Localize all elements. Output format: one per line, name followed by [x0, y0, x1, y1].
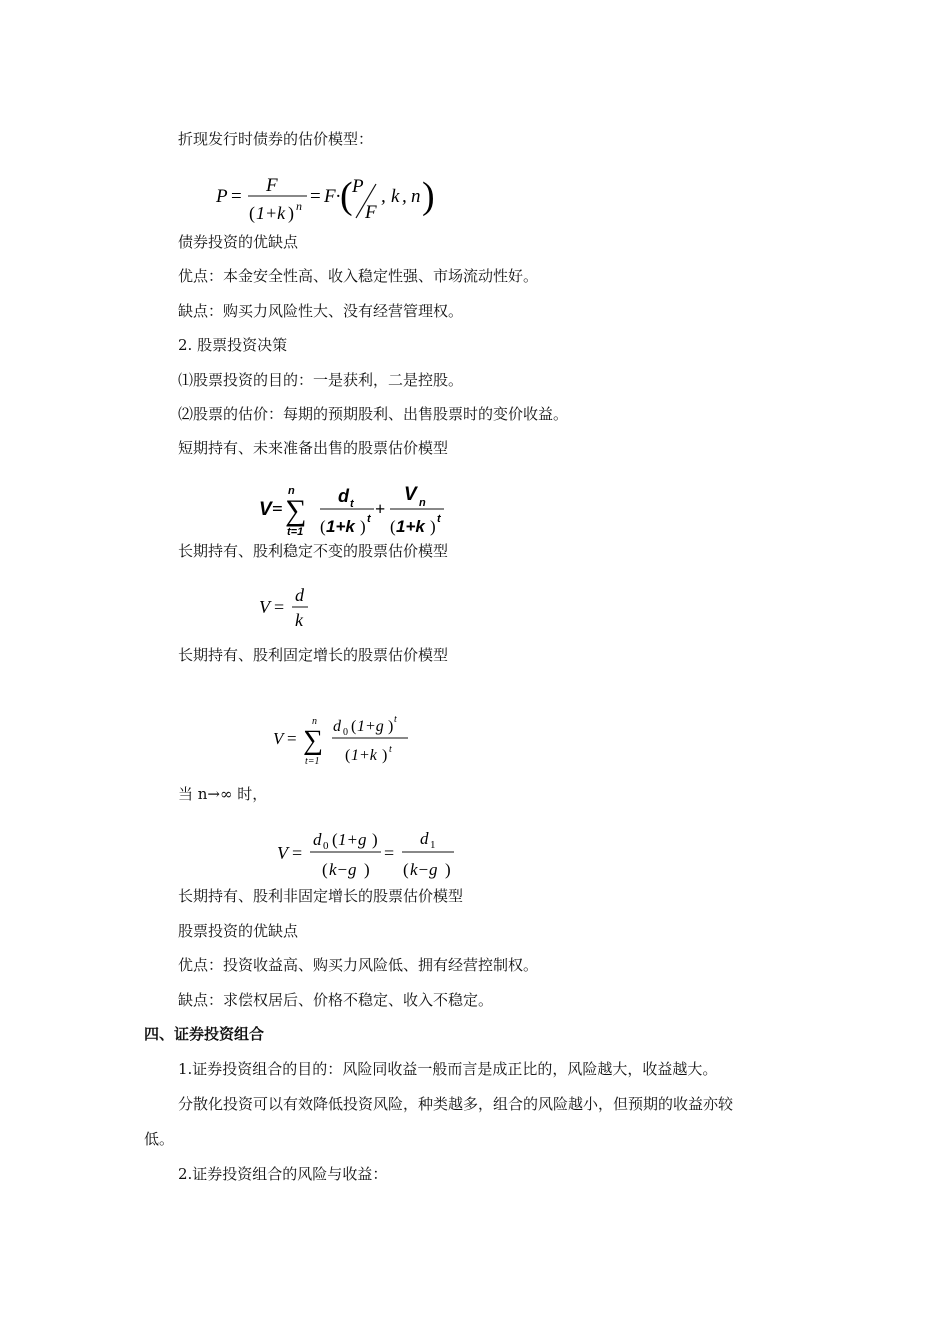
svg-text:k: k: [295, 610, 303, 630]
svg-text:d: d: [313, 830, 322, 849]
svg-text:n: n: [411, 186, 421, 207]
section-heading-portfolio: 四、证券投资组合: [144, 1025, 265, 1043]
svg-text:1+k: 1+k: [351, 747, 377, 764]
text-nonconstant-growth-model: 长期持有、股利非固定增长的股票估价模型: [178, 887, 464, 905]
svg-text:,: ,: [402, 186, 407, 207]
svg-text:): ): [360, 517, 366, 536]
svg-text:t=1: t=1: [305, 756, 320, 767]
svg-text:): ): [372, 830, 378, 849]
text-short-term-model: 短期持有、未来准备出售的股票估价模型: [178, 439, 449, 457]
text-portfolio-risk-return: 2.证券投资组合的风险与收益：: [178, 1165, 388, 1183]
text-stock-cons: 缺点：求偿权居后、价格不稳定、收入不稳定。: [178, 991, 494, 1009]
svg-text:t: t: [394, 714, 397, 725]
svg-text:1+k: 1+k: [256, 203, 286, 223]
svg-text:0: 0: [343, 727, 348, 738]
formula-constant-growth-sum: [272, 712, 422, 770]
svg-text:t: t: [350, 498, 354, 510]
svg-text:d: d: [295, 585, 304, 605]
svg-text:n: n: [312, 716, 317, 727]
formula-bond-price: [214, 172, 444, 228]
svg-text:=: =: [272, 499, 283, 520]
svg-text:1: 1: [430, 839, 436, 851]
text-stock-pros: 优点：投资收益高、购买力风险低、拥有经营控制权。: [178, 956, 539, 974]
svg-text:): ): [422, 175, 435, 217]
svg-text:=: =: [274, 597, 285, 617]
svg-text:): ): [430, 517, 436, 536]
svg-text:1+g: 1+g: [357, 718, 384, 735]
svg-text:∑: ∑: [285, 494, 307, 527]
svg-text:n: n: [419, 497, 426, 509]
svg-text:): ): [288, 203, 294, 223]
svg-text:0: 0: [323, 840, 329, 852]
svg-text:(: (: [390, 517, 396, 536]
svg-text:V: V: [404, 484, 417, 505]
svg-text:): ): [388, 718, 394, 735]
svg-text:d: d: [338, 486, 349, 506]
svg-text:(: (: [351, 718, 357, 735]
svg-text:n: n: [296, 199, 302, 213]
text-portfolio-purpose: 1.证券投资组合的目的：风险同收益一般而言是成正比的，风险越大，收益越大。: [178, 1060, 718, 1078]
svg-text:d: d: [420, 829, 429, 848]
formula-gordon-growth: [276, 824, 466, 882]
text-stock-decision: 2. 股票投资决策: [178, 336, 288, 354]
svg-text:=: =: [231, 186, 242, 207]
svg-text:V: V: [259, 499, 272, 520]
svg-text:(: (: [249, 203, 255, 223]
text-bond-pros-cons: 债券投资的优缺点: [178, 233, 299, 251]
svg-text:,: ,: [381, 186, 386, 207]
text-stock-valuation: ⑵股票的估价：每期的预期股利、出售股票时的变价收益。: [178, 405, 569, 423]
svg-text:P: P: [216, 186, 228, 207]
svg-text:(: (: [403, 860, 409, 879]
svg-text:n: n: [288, 485, 295, 497]
text-stable-dividend-model: 长期持有、股利稳定不变的股票估价模型: [178, 542, 449, 560]
formula-stable-dividend: [258, 584, 318, 634]
svg-text:F: F: [365, 202, 377, 223]
svg-text:=: =: [287, 729, 297, 748]
svg-text:k: k: [391, 186, 400, 207]
text-bond-pros: 优点：本金安全性高、收入稳定性强、市场流动性好。: [178, 267, 539, 285]
svg-text:V: V: [277, 843, 288, 863]
svg-text:): ): [382, 747, 388, 764]
svg-text:V: V: [259, 597, 270, 617]
text-constant-growth-model: 长期持有、股利固定增长的股票估价模型: [178, 646, 449, 664]
svg-text:): ): [364, 860, 370, 879]
svg-text:=: =: [292, 843, 303, 863]
svg-text:1+g: 1+g: [338, 830, 367, 849]
svg-text:(: (: [345, 747, 351, 764]
svg-text:=: =: [384, 843, 395, 863]
svg-text:1+k: 1+k: [396, 517, 425, 536]
svg-text:(: (: [320, 517, 326, 536]
svg-text:k−g: k−g: [410, 860, 438, 879]
text-stock-purpose: ⑴股票投资的目的：一是获利，二是控股。: [178, 371, 464, 389]
svg-text:(: (: [340, 175, 353, 217]
svg-text:=: =: [310, 186, 321, 207]
text-bond-cons: 缺点：购买力风险性大、没有经营管理权。: [178, 302, 464, 320]
text-when-n-infinity: 当 n→∞ 时，: [178, 785, 268, 803]
text-bond-model-title: 折现发行时债券的估价模型：: [178, 130, 374, 148]
svg-text:d: d: [333, 718, 341, 735]
svg-text:(: (: [332, 830, 338, 849]
text-diversification-cont: 低。: [144, 1130, 175, 1148]
svg-text:V: V: [273, 729, 284, 748]
svg-text:k−g: k−g: [329, 860, 357, 879]
text-stock-pros-cons: 股票投资的优缺点: [178, 922, 299, 940]
svg-text:t: t: [389, 744, 392, 755]
svg-text:∑: ∑: [303, 725, 323, 756]
svg-text:t=1: t=1: [287, 526, 304, 538]
svg-text:F·: F·: [324, 186, 341, 207]
svg-text:): ): [445, 860, 451, 879]
text-diversification: 分散化投资可以有效降低投资风险，种类越多，组合的风险越小，但预期的收益亦较: [178, 1095, 734, 1113]
svg-text:(: (: [322, 860, 328, 879]
svg-text:1+k: 1+k: [326, 517, 355, 536]
svg-text:t: t: [437, 513, 441, 525]
formula-short-term-stock: [258, 480, 458, 540]
svg-text:+: +: [375, 499, 386, 519]
svg-text:t: t: [367, 513, 371, 525]
svg-text:F: F: [266, 175, 278, 196]
svg-text:P: P: [352, 176, 364, 197]
